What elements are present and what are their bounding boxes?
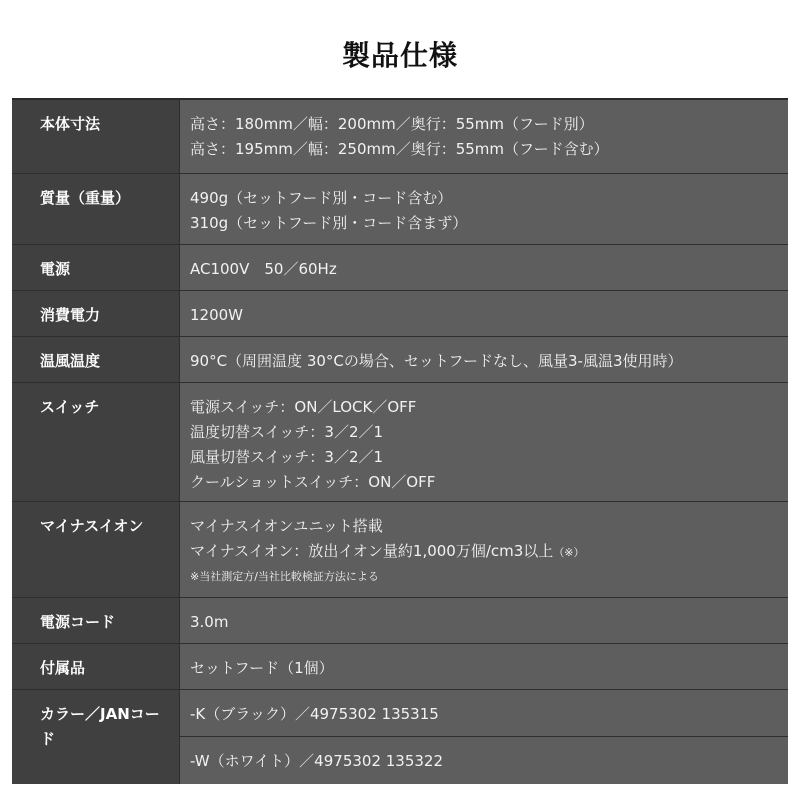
spec-value-line: 90°C（周囲温度 30°Cの場合、セットフードなし、風量3-風温3使用時） [190, 352, 683, 370]
spec-label: カラー／JANコード [12, 690, 180, 784]
spec-value-line: 490g（セットフード別・コード含む） [190, 189, 453, 207]
spec-value-line: クールショットスイッチ：ON／OFF [190, 473, 436, 491]
spec-value-line: 風量切替スイッチ：3／2／1 [190, 448, 384, 466]
spec-row-color-jan [12, 690, 788, 784]
spec-value-line: 310g（セットフード別・コード含まず） [190, 214, 468, 232]
spec-value-line: 3.0m [190, 613, 229, 631]
spec-value [180, 502, 788, 597]
footnote: ※当社測定方/当社比較検証方法による [190, 570, 379, 583]
spec-label: 付属品 [12, 644, 180, 689]
spec-value-line: 電源スイッチ：ON／LOCK／OFF [190, 398, 417, 416]
spec-value-line: 高さ：195mm／幅：250mm／奥行：55mm（フード含む） [190, 140, 609, 158]
spec-value [180, 174, 788, 244]
spec-value [180, 383, 788, 501]
footnote-mark: （※） [553, 546, 585, 559]
spec-row-switches [12, 383, 788, 502]
spec-label: 温風温度 [12, 337, 180, 382]
spec-value [180, 291, 788, 336]
spec-value-line: 高さ：180mm／幅：200mm／奥行：55mm（フード別） [190, 115, 594, 133]
spec-value-line: セットフード（1個） [190, 659, 334, 677]
spec-value-variant: -K（ブラック）／4975302 135315 [180, 690, 788, 737]
spec-value-line [190, 539, 778, 565]
spec-row-power-cord [12, 598, 788, 644]
spec-label: 消費電力 [12, 291, 180, 336]
spec-row-air-temperature [12, 337, 788, 383]
spec-table [12, 98, 788, 784]
spec-value-line: 1200W [190, 306, 244, 324]
spec-row-power-source [12, 245, 788, 291]
spec-row-accessories [12, 644, 788, 690]
spec-row-dimensions [12, 100, 788, 174]
spec-label: 質量（重量） [12, 174, 180, 244]
spec-value-text: マイナスイオン：放出イオン量約1,000万個/cm3以上 [190, 542, 554, 560]
spec-value [180, 644, 788, 689]
spec-value [180, 245, 788, 290]
spec-value [180, 598, 788, 643]
spec-value [180, 100, 788, 173]
page-title: 製品仕様 [341, 39, 458, 72]
spec-row-weight [12, 174, 788, 245]
spec-value-line: AC100V 50／60Hz [190, 260, 337, 278]
spec-label: 電源 [12, 245, 180, 290]
spec-label: スイッチ [12, 383, 180, 501]
spec-row-power-consumption [12, 291, 788, 337]
spec-value [180, 690, 788, 784]
spec-value [180, 337, 788, 382]
spec-label: 本体寸法 [12, 100, 180, 173]
spec-value-line: マイナスイオンユニット搭載 [190, 517, 383, 535]
spec-label: 電源コード [12, 598, 180, 643]
spec-value-line: 温度切替スイッチ：3／2／1 [190, 423, 384, 441]
spec-label: マイナスイオン [12, 502, 180, 597]
spec-row-negative-ion [12, 502, 788, 598]
spec-value-variant: -W（ホワイト）／4975302 135322 [190, 752, 444, 770]
